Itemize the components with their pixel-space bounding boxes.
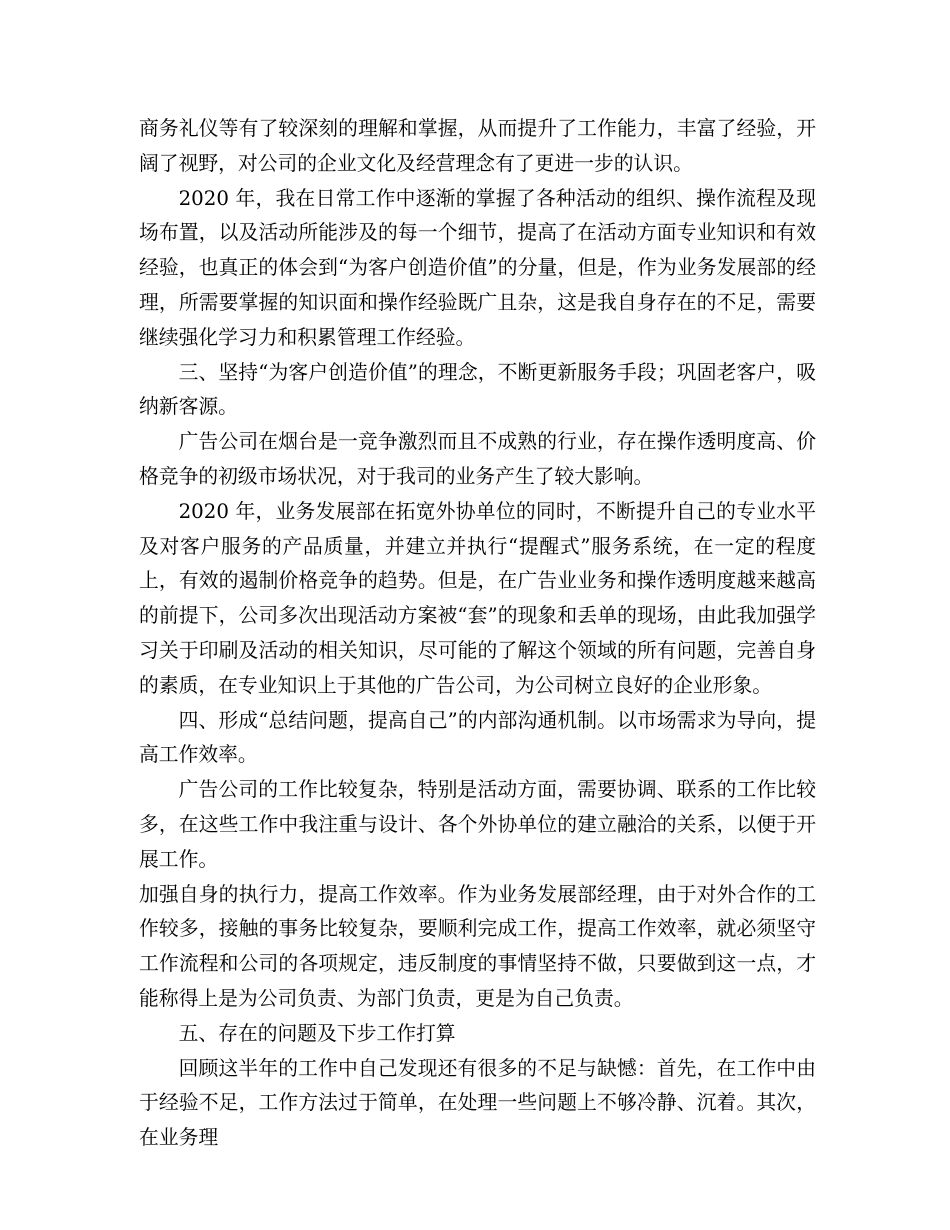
paragraph-2020-business-development: 2020 年，业务发展部在拓宽外协单位的同时，不断提升自己的专业水平及对客户服务的产品质量，并建立并执行“提醒式”服务系统，在一定的程度上，有效的遏制价格竞争的趋势。但是，在广告业业务和操作透明度越来越高的前提下，公司多次出现活动方案被“套”的现象和丢单的现场，由此我加强学习关于印刷及活动的相关知识，尽可能的了解这个领域的所有问题，完善自身的素质，在专业知识上于其他的广告公司，为公司树立良好的企业形象。 (139, 499, 816, 697)
paragraph-review-shortcomings: 回顾这半年的工作中自己发现还有很多的不足与缺憾：首先，在工作中由于经验不足，工作方法过于简单，在处理一些问题上不够冷静、沉着。其次，在业务理 (139, 1056, 816, 1150)
section-heading-four: 四、形成“总结问题，提高自己”的内部沟通机制。以市场需求为导向，提高工作效率。 (139, 708, 816, 767)
section-heading-five: 五、存在的问题及下步工作打算 (178, 1021, 456, 1045)
section-heading-three: 三、坚持“为客户创造价值”的理念，不断更新服务手段；巩固老客户，吸纳新客源。 (139, 360, 816, 419)
document-body (139, 112, 816, 1156)
paragraph-coordination-work: 广告公司的工作比较复杂，特别是活动方面，需要协调、联系的工作比较多，在这些工作中我注重与设计、各个外协单位的建立融洽的关系，以便于开展工作。 (139, 778, 816, 871)
paragraph-execution-efficiency: 加强自身的执行力，提高工作效率。作为业务发展部经理，由于对外合作的工作较多，接触的事务比较复杂，要顺利完成工作，提高工作效率，就必须坚守工作流程和公司的各项规定，违反制度的事情坚持不做，只要做到这一点，才能称得上是为公司负责、为部门负责，更是为自己负责。 (139, 882, 816, 1010)
paragraph-continuation: 商务礼仪等有了较深刻的理解和掌握，从而提升了工作能力，丰富了经验，开阔了视野，对公司的企业文化及经营理念有了更进一步的认识。 (139, 117, 816, 175)
paragraph-2020-activities: 2020 年，我在日常工作中逐渐的掌握了各种活动的组织、操作流程及现场布置，以及活动所能涉及的每一个细节，提高了在活动方面专业知识和有效经验，也真正的体会到“为客户创造价值”的分量，但是，作为业务发展部的经理，所需要掌握的知识面和操作经验既广且杂，这是我自身存在的不足，需要继续强化学习力和积累管理工作经验。 (139, 186, 816, 349)
paragraph-market-competition: 广告公司在烟台是一竞争激烈而且不成熟的行业，存在操作透明度高、价格竞争的初级市场状况，对于我司的业务产生了较大影响。 (139, 430, 816, 488)
